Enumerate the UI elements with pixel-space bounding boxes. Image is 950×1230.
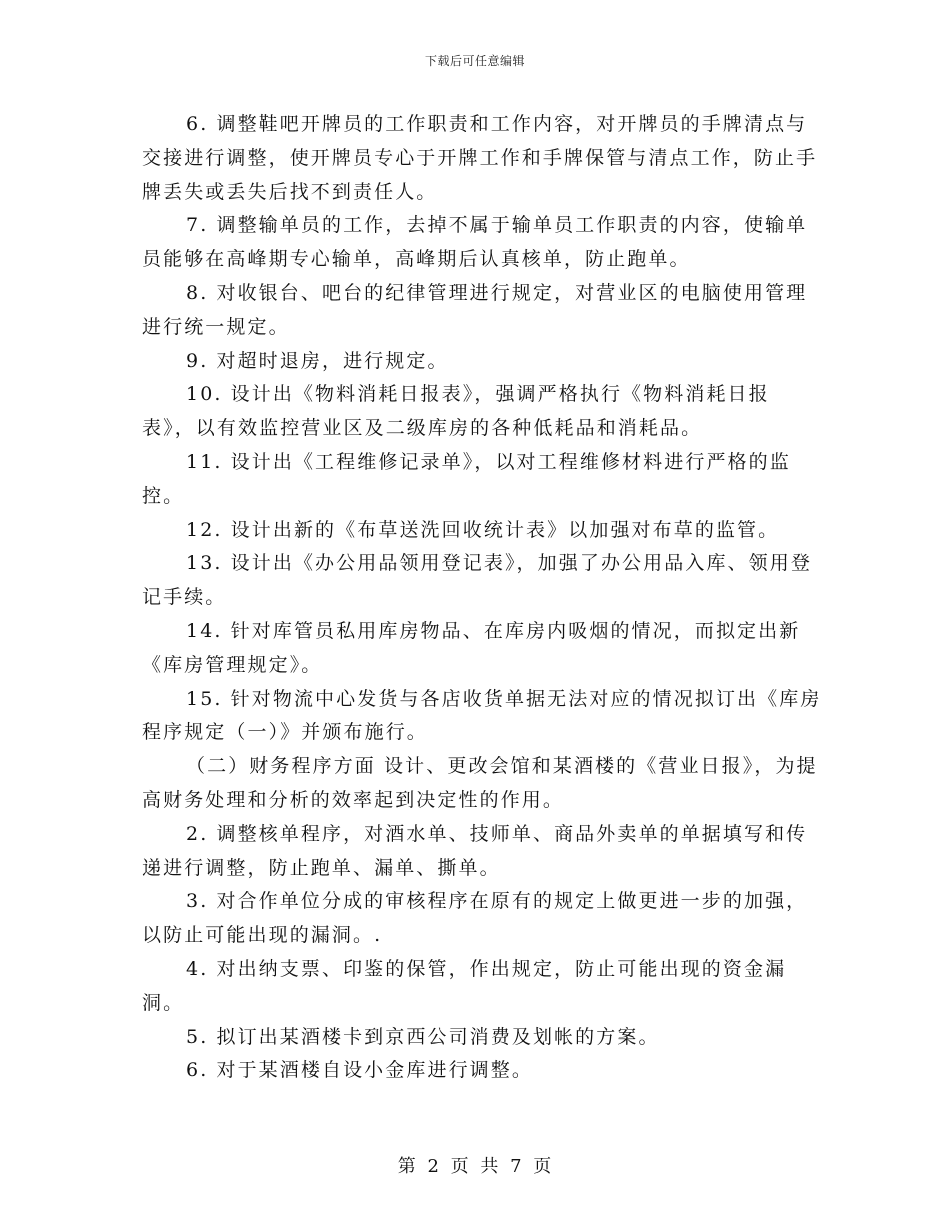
paragraph-13-office-supplies: 13. 设计出《办公用品领用登记表》，加强了办公用品入库、领用登记手续。 <box>142 552 812 609</box>
paragraph-8-cashier-discipline: 8. 对收银台、吧台的纪律管理进行规定，对营业区的电脑使用管理进行统一规定。 <box>142 281 808 338</box>
paragraph-9-overtime-checkout: 9. 对超时退房，进行规定。 <box>186 349 449 372</box>
paragraph-7-order-entry: 7. 调整输单员的工作，去掉不属于输单员工作职责的内容，使输单员能够在高峰期专心输单，高峰期后认真核单，防止跑单。 <box>142 214 808 271</box>
paragraph-14-warehouse-rules: 14. 针对库管员私用库房物品、在库房内吸烟的情况，而拟定出新《库房管理规定》。 <box>142 619 801 676</box>
document-body <box>142 108 822 1088</box>
paragraph-12-linen-table: 12. 设计出新的《布草送洗回收统计表》以加强对布草的监管。 <box>186 518 780 541</box>
paragraph-10-material-report: 10. 设计出《物料消耗日报表》，强调严格执行《物料消耗日报表》，以有效监控营业区及二级库房的各种低耗品和消耗品。 <box>142 383 770 440</box>
page-header: 下载后可任意编辑 <box>424 54 525 68</box>
paragraph-15-warehouse-procedure: 15. 针对物流中心发货与各店收货单据无法对应的情况拟订出《库房程序规定（一）》并颁布施行。 <box>142 687 822 744</box>
paragraph-11-maintenance-record: 11. 设计出《工程维修记录单》，以对工程维修材料进行严格的监控。 <box>142 450 791 507</box>
section-finance-procedure: （二）财务程序方面 设计、更改会馆和某酒楼的《营业日报》，为提高财务处理和分析的效率起到决定性的作用。 <box>142 755 818 811</box>
paragraph-4-cheque-seal: 4. 对出纳支票、印鉴的保管，作出规定，防止可能出现的资金漏洞。 <box>142 957 787 1014</box>
paragraph-6-private-vault: 6. 对于某酒楼自设小金库进行调整。 <box>186 1059 533 1082</box>
paragraph-5-card-settlement: 5. 拟订出某酒楼卡到京西公司消费及划帐的方案。 <box>186 1025 660 1048</box>
page-number: 第 2 页 共 7 页 <box>397 1156 553 1177</box>
paragraph-3-partner-audit: 3. 对合作单位分成的审核程序在原有的规定上做更进一步的加强，以防止可能出现的漏洞。. <box>142 890 808 947</box>
paragraph-2-order-check: 2. 调整核单程序，对酒水单、技师单、商品外卖单的单据填写和传递进行调整，防止跑单、漏单、撕单。 <box>142 822 808 879</box>
paragraph-6-shoe-bar: 6. 调整鞋吧开牌员的工作职责和工作内容，对开牌员的手牌清点与交接进行调整，使开牌员专心于开牌工作和手牌保管与清点工作，防止手牌丢失或丢失后找不到责任人。 <box>142 113 818 203</box>
